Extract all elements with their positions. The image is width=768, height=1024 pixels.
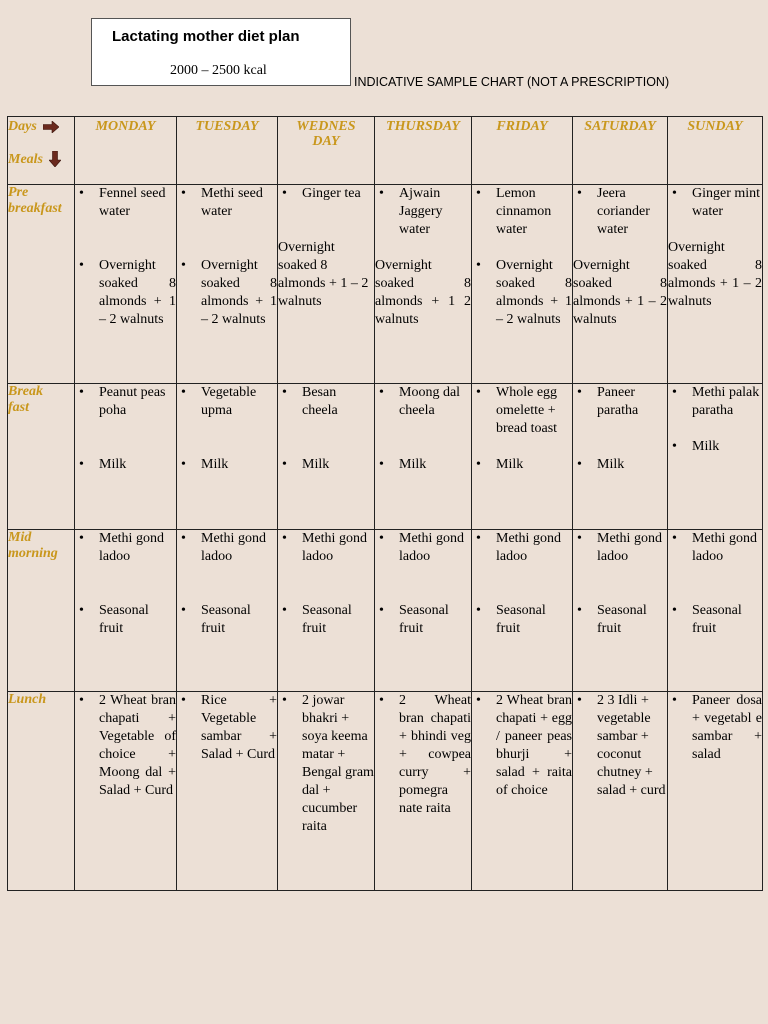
list-item: • Ajwain Jaggery water [375, 185, 471, 239]
cell-mid-morning-saturday [573, 530, 668, 692]
cell-breakfast-thursday [375, 384, 472, 530]
list-item: • Milk [472, 456, 572, 474]
cell-lunch-sunday [668, 692, 763, 891]
cell-mid-morning-thursday [375, 530, 472, 692]
list-item: • Milk [375, 456, 471, 474]
cell-pre-breakfast-saturday [573, 185, 668, 384]
day-header-tuesday: TUESDAY [177, 117, 278, 185]
list-item: • Seasonal fruit [668, 602, 762, 638]
list-item: • Seasonal fruit [573, 602, 667, 638]
list-item: • Jeera coriander water [573, 185, 667, 239]
cell-pre-breakfast-monday [75, 185, 177, 384]
day-header-wednesday: WEDNES DAY [278, 117, 375, 185]
cell-lunch-friday [472, 692, 573, 891]
arrow-down-icon [49, 151, 61, 167]
header-row [8, 117, 763, 185]
list-item: • Methi gond ladoo [472, 530, 572, 566]
cell-breakfast-saturday [573, 384, 668, 530]
meal-row-breakfast [8, 384, 763, 530]
meal-label-pre-breakfast: Pre breakfast [8, 185, 75, 384]
cell-lunch-thursday [375, 692, 472, 891]
list-item: • Ginger mint water [668, 185, 762, 221]
list-item: • Moong dal cheela [375, 384, 471, 420]
meal-label-breakfast [8, 384, 75, 530]
meal-label-mid-morning: Mid morning [8, 530, 75, 692]
meal-row-mid-morning [8, 530, 763, 692]
list-item: • 2 Wheat bran chapati + egg / paneer peas bhurji + salad + raita of choice [472, 692, 572, 800]
list-item: • Methi gond ladoo [75, 530, 176, 566]
list-item: • Seasonal fruit [75, 602, 176, 638]
list-item: • 2 3 Idli + vegetable sambar + coconut chutney + salad + curd [573, 692, 667, 800]
list-item: • Milk [278, 456, 374, 474]
day-header-monday: MONDAY [75, 117, 177, 185]
kcal-range: 2000 – 2500 kcal [170, 63, 267, 78]
days-label: Days [8, 119, 37, 134]
day-header-saturday: SATURDAY [573, 117, 668, 185]
list-item: Overnight soaked 8 almonds + 1 – 2 walnuts [278, 240, 369, 309]
cell-mid-morning-wednesday [278, 530, 375, 692]
list-item: • Seasonal fruit [278, 602, 374, 638]
cell-pre-breakfast-friday [472, 185, 573, 384]
cell-lunch-monday [75, 692, 177, 891]
meal-row-pre-breakfast [8, 185, 763, 384]
list-item: • Milk [573, 456, 667, 474]
list-item: Overnight soaked 8 almonds + 1 2 walnuts [375, 258, 471, 327]
cell-pre-breakfast-tuesday [177, 185, 278, 384]
list-item: • Besan cheela [278, 384, 374, 420]
list-item: • 2 Wheat bran chapati + Vegetable of choice + Moong dal + Salad + Curd [75, 692, 176, 800]
cell-pre-breakfast-thursday [375, 185, 472, 384]
meal-label-lunch: Lunch [8, 692, 75, 891]
arrow-right-icon [43, 121, 59, 133]
cell-lunch-saturday [573, 692, 668, 891]
list-item: • Methi gond ladoo [668, 530, 762, 566]
cell-pre-breakfast-wednesday [278, 185, 375, 384]
cell-breakfast-sunday [668, 384, 763, 530]
list-item: • Seasonal fruit [375, 602, 471, 638]
corner-cell [8, 117, 75, 185]
list-item: • Peanut peas poha [75, 384, 176, 420]
title-box [91, 18, 351, 86]
meals-label: Meals [8, 151, 43, 167]
list-item: Overnight soaked 8 almonds + 1 – 2 walnuts [573, 258, 667, 327]
page-title: Lactating mother diet plan [112, 28, 300, 45]
cell-breakfast-wednesday [278, 384, 375, 530]
list-item: • Milk [668, 438, 762, 456]
list-item: • Seasonal fruit [177, 602, 277, 638]
list-item: • Ginger tea [278, 185, 374, 203]
cell-lunch-wednesday [278, 692, 375, 891]
list-item: • Seasonal fruit [472, 602, 572, 638]
cell-mid-morning-friday [472, 530, 573, 692]
list-item: • Methi palak paratha [668, 384, 762, 420]
cell-breakfast-monday [75, 384, 177, 530]
list-item: • Fennel seed water [75, 185, 176, 221]
meal-label-text: Break fast [8, 384, 43, 415]
list-item: • 2 Wheat bran chapati + bhindi veg + cowpea curry + pomegra nate raita [375, 692, 471, 818]
list-item: • Vegetable upma [177, 384, 277, 420]
meal-row-lunch [8, 692, 763, 891]
list-item: • Overnight soaked 8 almonds + 1 – 2 walnuts [177, 257, 277, 329]
list-item: • Paneer paratha [573, 384, 667, 420]
disclaimer-note: INDICATIVE SAMPLE CHART (NOT A PRESCRIPTION) [354, 75, 670, 89]
list-item: • Lemon cinnamon water [472, 185, 572, 239]
cell-mid-morning-monday [75, 530, 177, 692]
list-item: • Methi gond ladoo [573, 530, 667, 566]
day-header-friday: FRIDAY [472, 117, 573, 185]
cell-breakfast-friday [472, 384, 573, 530]
list-item: • Milk [75, 456, 176, 474]
list-item: • Methi gond ladoo [278, 530, 374, 566]
cell-breakfast-tuesday [177, 384, 278, 530]
list-item: • 2 jowar bhakri + soya keema matar + Bengal gram dal + cucumber raita [278, 692, 374, 836]
list-item: • Methi gond ladoo [375, 530, 471, 566]
list-item: • Methi seed water [177, 185, 277, 221]
cell-mid-morning-sunday [668, 530, 763, 692]
list-item: • Paneer dosa + vegetabl e sambar + salad [668, 692, 762, 764]
list-item: • Whole egg omelette + bread toast [472, 384, 572, 438]
list-item: • Rice + Vegetable sambar + Salad + Curd [177, 692, 277, 764]
cell-mid-morning-tuesday [177, 530, 278, 692]
list-item: • Milk [177, 456, 277, 474]
cell-pre-breakfast-sunday [668, 185, 763, 384]
list-item: Overnight soaked 8 almonds + 1 – 2 walnuts [668, 240, 762, 309]
list-item: • Methi gond ladoo [177, 530, 277, 566]
day-header-thursday: THURSDAY [375, 117, 472, 185]
cell-lunch-tuesday [177, 692, 278, 891]
diet-plan-table [7, 116, 763, 891]
list-item: • Overnight soaked 8 almonds + 1 – 2 walnuts [75, 257, 176, 329]
list-item: • Overnight soaked 8 almonds + 1 – 2 walnuts [472, 257, 572, 329]
day-header-sunday: SUNDAY [668, 117, 763, 185]
